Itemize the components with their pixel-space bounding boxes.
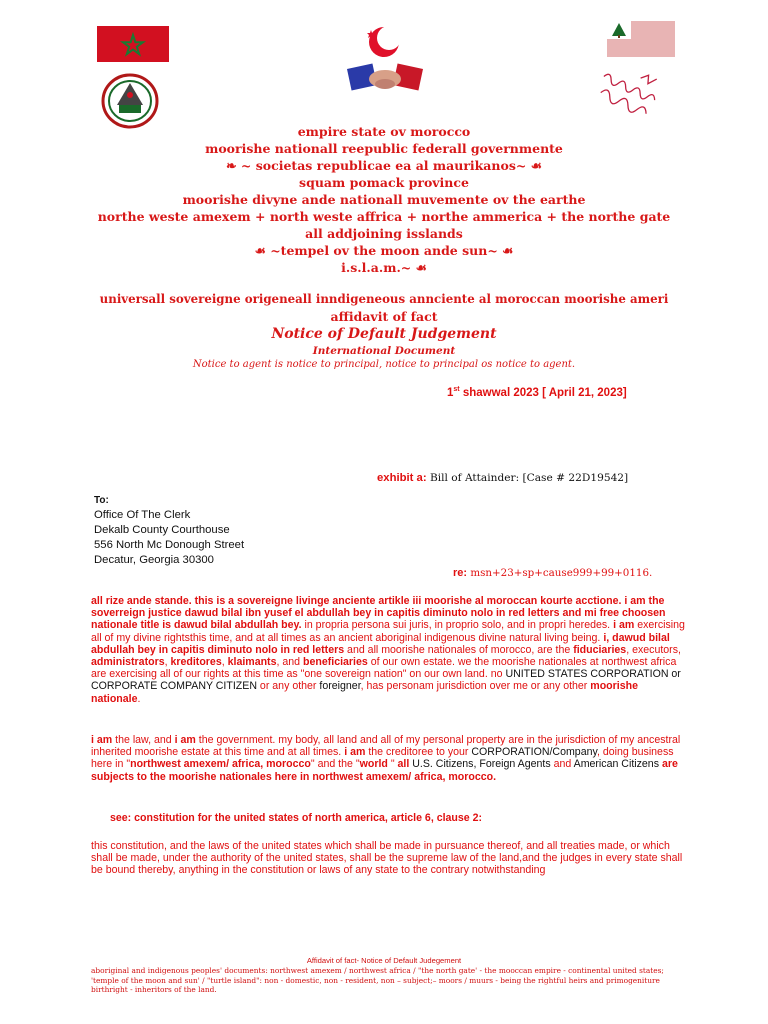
p1-segment-v: . xyxy=(137,692,141,705)
p2-segment-d: the government. my body, all land and all of my personal property are in the jurisdiction of my ancestral inherited moorishe estate at this time and at all times. xyxy=(91,734,681,759)
p1-segment-m: klaimants xyxy=(227,656,277,669)
p2-segment-c: i am xyxy=(174,734,196,746)
p1-segment-c: i am xyxy=(613,619,635,632)
p1-segment-g: fiduciaries xyxy=(573,643,627,656)
header-line-8: ☙ ~tempel ov the moon ande sun~ ☙ xyxy=(254,243,514,258)
p1-segment-k: kreditores xyxy=(170,656,222,669)
p1-segment-j: , xyxy=(164,656,171,669)
exhibit-label: exhibit a: xyxy=(377,472,427,484)
p2-segment-e: i am xyxy=(344,746,366,759)
header-line-7: all addjoining isslands xyxy=(305,226,463,241)
p2-segment-g: CORPORATION/Company xyxy=(471,746,597,759)
address-line-2: Dekalb County Courthouse xyxy=(94,524,230,536)
header-line-1: empire state ov morocco xyxy=(297,124,471,139)
p2-segment-q: are subjects to the moorishe nationales here in northwest amexem/ africa, morocco. xyxy=(91,758,678,783)
p2-segment-a: i am xyxy=(91,734,113,746)
document-main-title: universall sovereigne origeneall inndigeneous annciente al moroccan moorishe ameri xyxy=(99,292,669,306)
crescent-handshake-emblem xyxy=(345,22,425,100)
to-label: To: xyxy=(94,495,109,506)
date-suffix: st xyxy=(453,386,460,393)
p2-segment-h: , doing business here in " xyxy=(91,746,674,771)
p1-segment-o: beneficiaries xyxy=(303,656,368,669)
header-line-3: ❧ ~ societas republicae ea al maurikanos~ ☙ xyxy=(226,158,542,173)
paragraph-supremacy-clause: this constitution, and the laws of the united states which shall be made in pursuance thereof, and all treaties made, or which shall be made, under the authority of the united states, shall be the supreme law of the land,and the judges in every state shall be bound thereby, anything in the constitution or laws of any state to the contrary notwithstanding xyxy=(91,840,683,877)
date-day: 1 xyxy=(447,386,454,399)
p2-segment-k: world xyxy=(359,758,388,771)
p1-segment-t: , has personam jurisdiction over me or any other xyxy=(360,680,591,693)
exhibit-line xyxy=(377,472,628,484)
header-line-5: moorishe divyne ande nationall muvemente ov the earthe xyxy=(182,192,586,207)
header-line-9: i.s.l.a.m.~ ☙ xyxy=(341,260,427,275)
p2-segment-n: U.S. Citizens, Foreign Agents xyxy=(409,758,551,771)
re-line xyxy=(453,567,652,579)
morocco-flag xyxy=(97,26,169,62)
pine-tree-flag xyxy=(607,21,675,57)
affidavit-heading: affidavit of fact xyxy=(330,309,438,324)
p1-segment-n: , and xyxy=(276,656,303,669)
p1-segment-d: exercising all of my divine rightsthis time, and at all times as an ancient aboriginal indigenous divine natural living being. xyxy=(91,619,685,644)
p1-segment-s: foreigner xyxy=(319,680,361,693)
paragraph-law-and-government xyxy=(91,734,689,783)
exhibit-text: Bill of Attainder: [Case # 22D19542] xyxy=(426,472,629,484)
p1-segment-i: administrators xyxy=(91,656,165,669)
p1-segment-u: moorishe nationale xyxy=(91,680,638,705)
p1-segment-r: or any other xyxy=(256,680,320,693)
document-date xyxy=(447,386,627,399)
p1-segment-e: i, dawud bilal abdullah bey in capitis diminuto nolo in red letters xyxy=(91,631,670,656)
footer-title: Affidavit of fact- Notice of Default Judegement xyxy=(306,956,462,965)
p1-segment-l: , xyxy=(221,656,228,669)
re-label: re: xyxy=(453,567,468,579)
p2-segment-f: the creditoree to your xyxy=(365,746,472,759)
p1-segment-f: and all moorishe nationales of morocco, are the xyxy=(344,643,574,656)
notice-title: Notice of Default Judgement xyxy=(271,326,497,342)
constitution-reference: see: constitution for the united states of north america, article 6, clause 2: xyxy=(110,812,483,824)
header-line-4: squam pomack province xyxy=(299,175,469,190)
notice-to-agent: Notice to agent is notice to principal, notice to principal os notice to agent. xyxy=(192,359,576,370)
p2-segment-l: " xyxy=(387,758,398,771)
p1-segment-p: of our own estate. we the moorishe nationales at northwest africa are exercising all of our rights at this time as "one sovereign nation" on our own land. no xyxy=(91,656,677,681)
date-rest: shawwal 2023 [ April 21, 2023] xyxy=(459,386,627,399)
p1-segment-b: in propria persona sui juris, in proprio solo, and in propri heredes. xyxy=(301,619,614,632)
p1-segment-a: all rize ande stande. this is a sovereigne livinge anciente artikle iii moorishe al moroccan kourte acctione. i am the soverreign justice dawud bilal ibn yusef el abdullah bey in capitis diminuto nolo in red letters and mi free choosen nationale title is dawud bilal abdullah bey. xyxy=(91,595,666,632)
p2-segment-p: American Citizens xyxy=(573,758,659,771)
address-line-4: Decatur, Georgia 30300 xyxy=(94,554,214,566)
p2-segment-m: all xyxy=(397,758,410,771)
international-document-label: International Document xyxy=(312,345,456,357)
p2-segment-j: " and the " xyxy=(310,758,360,771)
paragraph-sovereign-declaration xyxy=(91,595,689,705)
p2-segment-i: northwest amexem/ africa, morocco xyxy=(130,758,311,771)
address-line-1: Office Of The Clerk xyxy=(94,509,191,521)
moorish-seal-icon xyxy=(101,73,159,129)
header-line-2: moorishe nationall reepublic federall governmente xyxy=(205,141,563,156)
footer-text: aboriginal and indigenous peoples' documents: northwest amexem / northwest africa / "the north gate' - the mooccan empire - continental united states; 'temple of the moon and sun' / "turtle island": non - domestic, non - resident, non – subject;– moors / muurs - being the rightful heirs and primogeniture birthright - inheritors of the land. xyxy=(91,966,664,995)
header-line-6: northe weste amexem + north weste affrica + northe ammerica + the northe gate xyxy=(97,209,671,224)
p2-segment-o: and xyxy=(550,758,574,771)
re-text: msn+23+sp+cause999+99+0116. xyxy=(467,567,653,579)
p1-segment-h: , executors, xyxy=(626,643,681,656)
p1-segment-q: UNITED STATES CORPORATION or CORPORATE COMPANY CITIZEN xyxy=(91,668,681,693)
address-line-3: 556 North Mc Donough Street xyxy=(94,539,245,551)
p2-segment-b: the law, and xyxy=(112,734,175,746)
